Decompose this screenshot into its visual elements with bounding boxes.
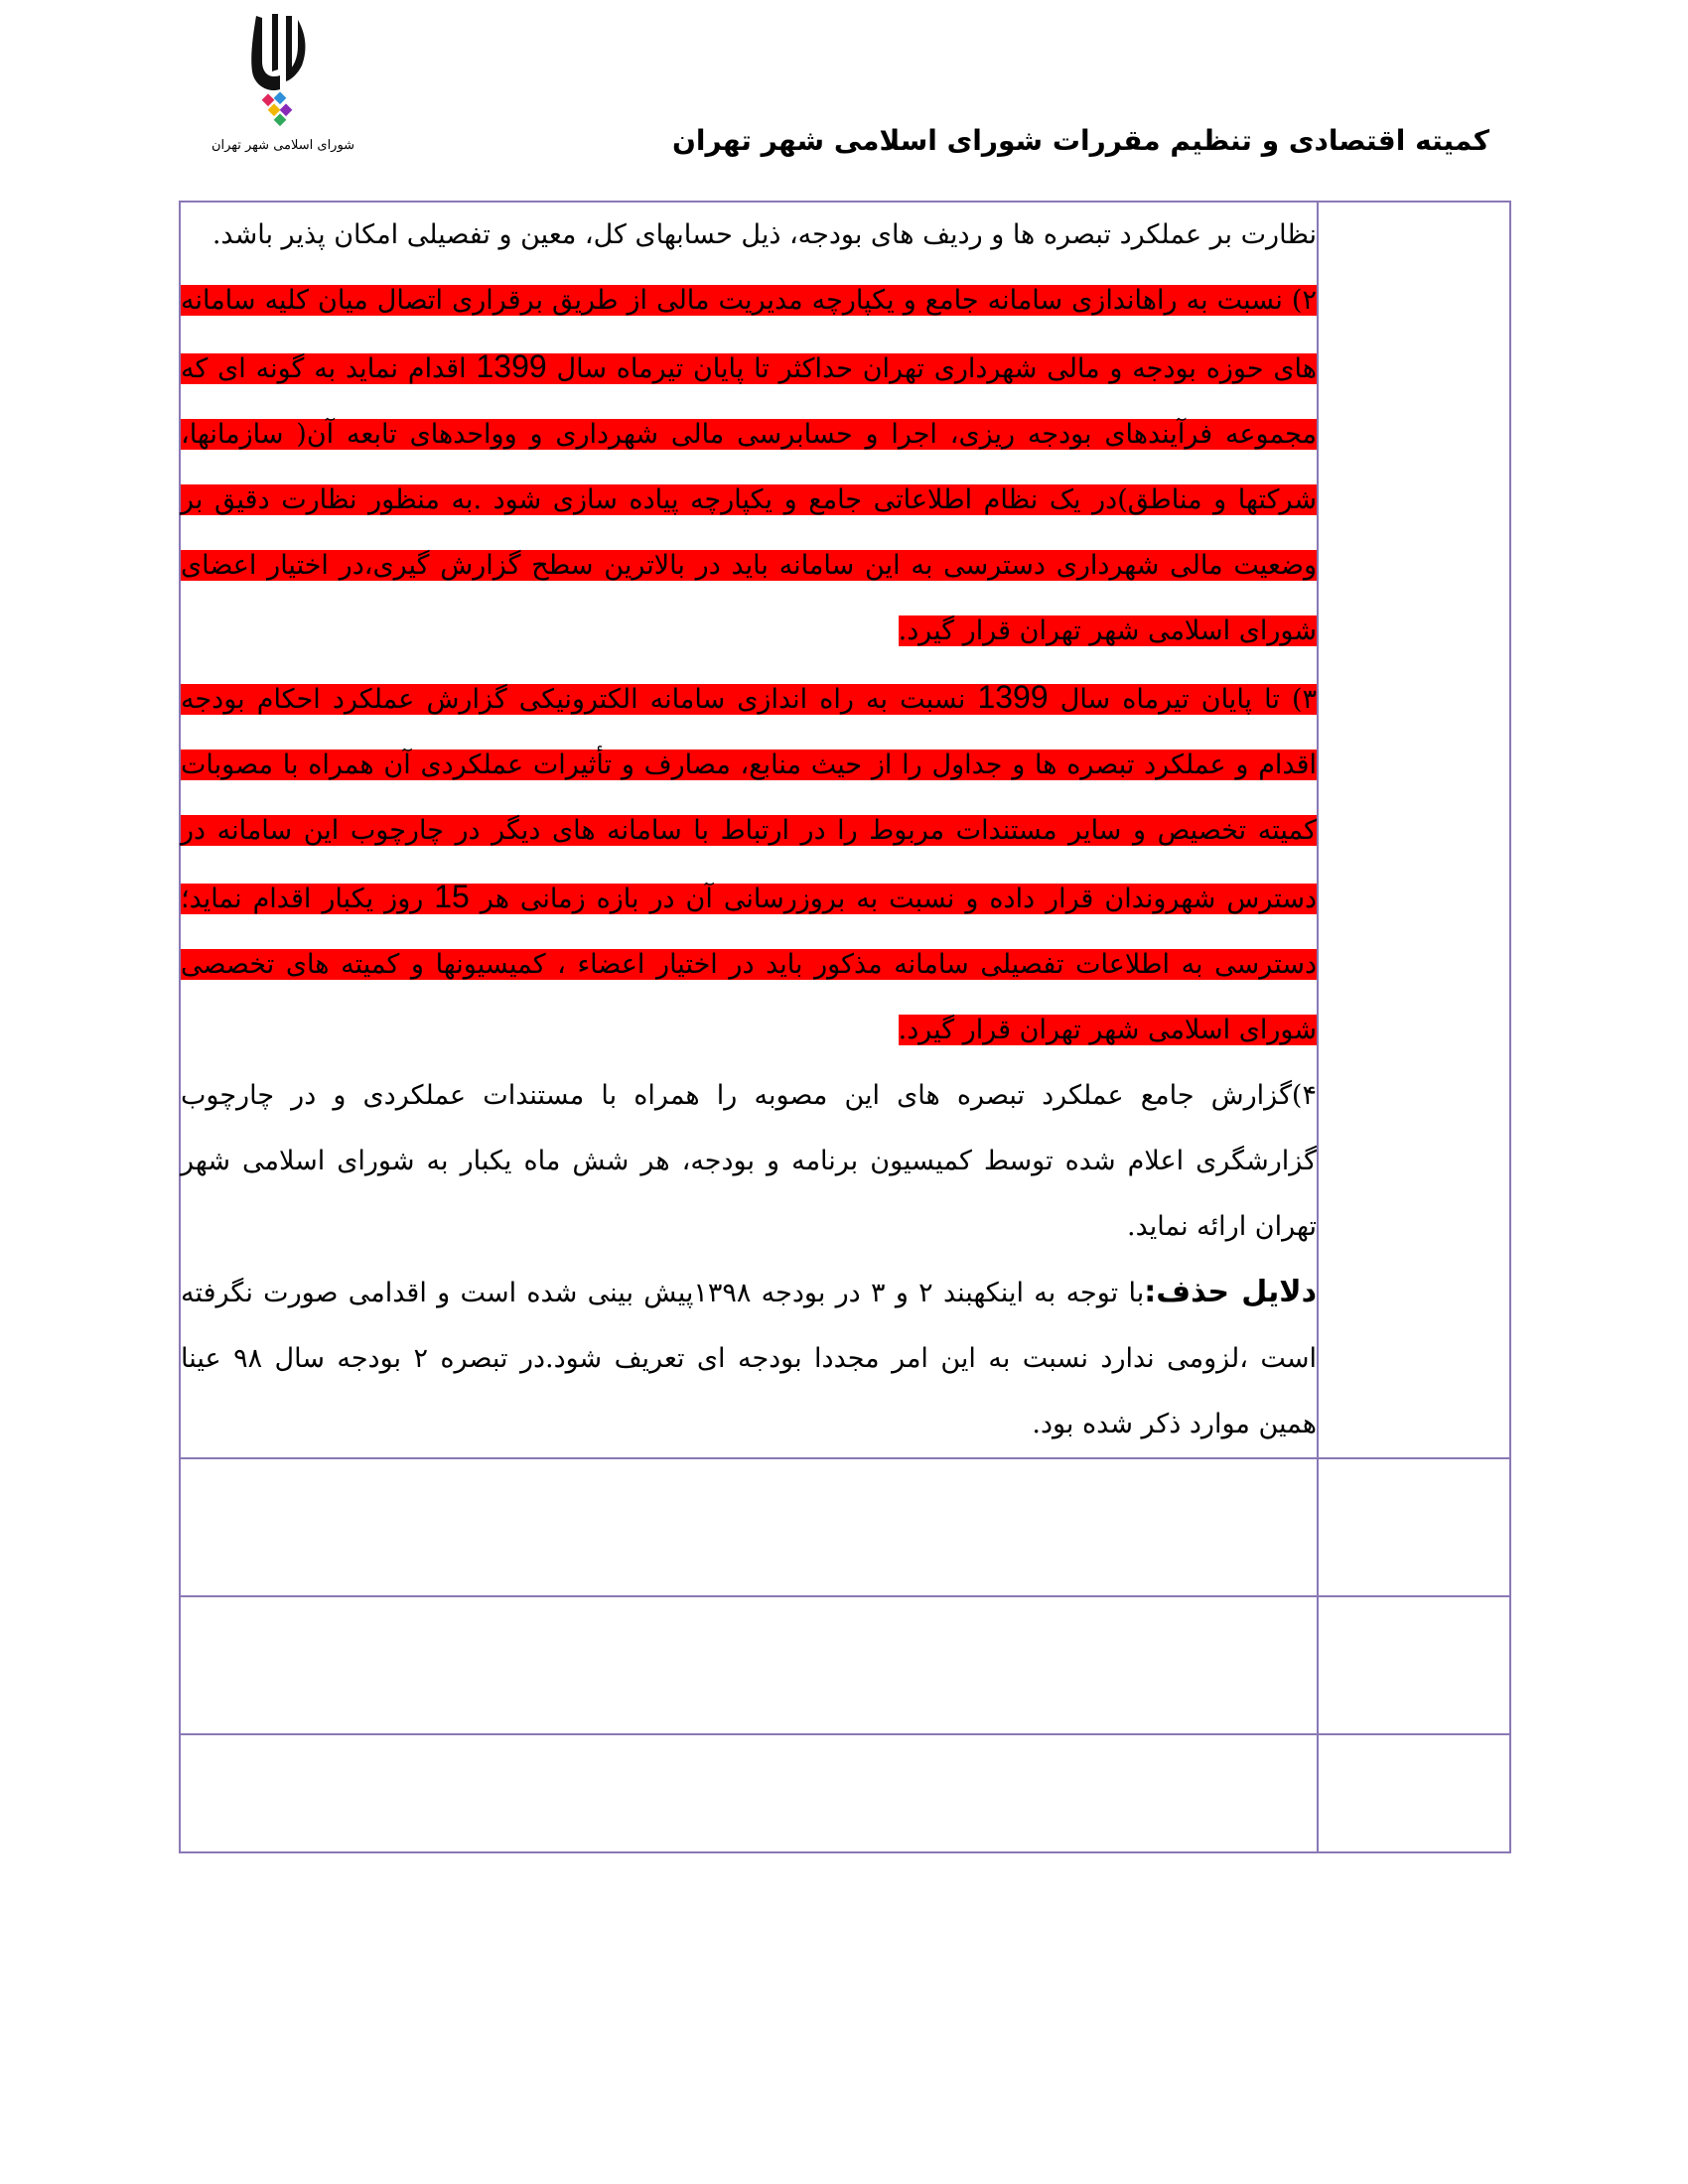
clause-2: ۲) نسبت به راهاندازی سامانه جامع و یکپارچه مدیریت مالی از طریق برقراری اتصال میان کلیه سامانه های حوزه بودجه و مالی شهرداری تهران حداکثر تا پایان تیرماه سال 1399 اقدام نماید به گونه ای که مجموعه فرآیندهای بودجه ریزی، اجرا و حسابرسی مالی شهرداری و وواحدهای تابعه آن( سازمانها، شرکتها و مناطق)در یک نظام اطلاعاتی جامع و یکپارچه پیاده سازی شود .به منظور نظارت دقیق بر وضعیت مالی شهرداری دسترسی به این سامانه باید در بالاترین سطح گزارش گیری،در اختیار اعضای شورای اسلامی شهر تهران قرار گیرد. [181,285,1317,646]
clause-3: ۳) تا پایان تیرماه سال 1399 نسبت به راه اندازی سامانه الکترونیکی گزارش عملکرد احکام بودجه اقدام و عملکرد تبصره ها و جداول را از حیث منابع، مصارف و تأثیرات عملکردی آن همراه با مصوبات کمیته تخصیص و سایر مستندات مربوط را در ارتباط با سامانه های دیگر در چارچوب این سامانه در دسترس شهروندان قرار داده و نسبت به بروزرسانی آن در بازه زمانی هر 15 روز یکبار اقدام نماید؛ دسترسی به اطلاعات تفصیلی سامانه مذکور باید در اختیار اعضاء ، کمیسیونها و کمیته های تخصصی شورای اسلامی شهر تهران قرار گیرد. [181,679,1318,1045]
deletion-reasons [181,1260,1317,1457]
reasons-text: با توجه به اینکهبند ۲ و ۳ در بودجه ۱۳۹۸پیش بینی شده است و اقدامی صورت نگرفته است ،لزومی ندارد نسبت به این امر مجددا بودجه ای تعریف شود.در تبصره ۲ بودجه سال ۹۸ عینا همین موارد ذکر شده بود. [181,1278,1318,1439]
reasons-label: دلایل حذف: [1144,1275,1317,1309]
content-cell [180,1596,1318,1734]
row-number-cell [1318,1458,1510,1596]
council-logo [211,10,355,159]
table-row [180,202,1510,1458]
clause-4: ۴)گزارش جامع عملکرد تبصره های این مصوبه را همراه با مستندات عملکردی و در چارچوب گزارشگری اعلام شده توسط کمیسیون برنامه و بودجه، هر شش ماه یکبار به شورای اسلامی شهر تهران ارائه نماید. [181,1080,1317,1242]
content-cell [180,202,1318,1458]
row-number-cell [1318,1596,1510,1734]
row-number-cell [1318,1734,1510,1852]
amendment-table [179,201,1511,1853]
intro-paragraph: نظارت بر عملکرد تبصره ها و ردیف های بودجه، ذیل حسابهای کل، معین و تفصیلی امکان پذیر باشد. [211,219,1317,250]
table-row [180,1734,1510,1852]
row-number-cell [1318,202,1510,1458]
content-cell [180,1734,1318,1852]
committee-title: کمیته اقتصادی و تنظیم مقررات شورای اسلامی شهر تهران [671,124,1489,157]
svg-text:شورای اسلامی شهر تهران: شورای اسلامی شهر تهران [211,138,355,153]
table-row [180,1458,1510,1596]
content-cell [180,1458,1318,1596]
table-row [180,1596,1510,1734]
